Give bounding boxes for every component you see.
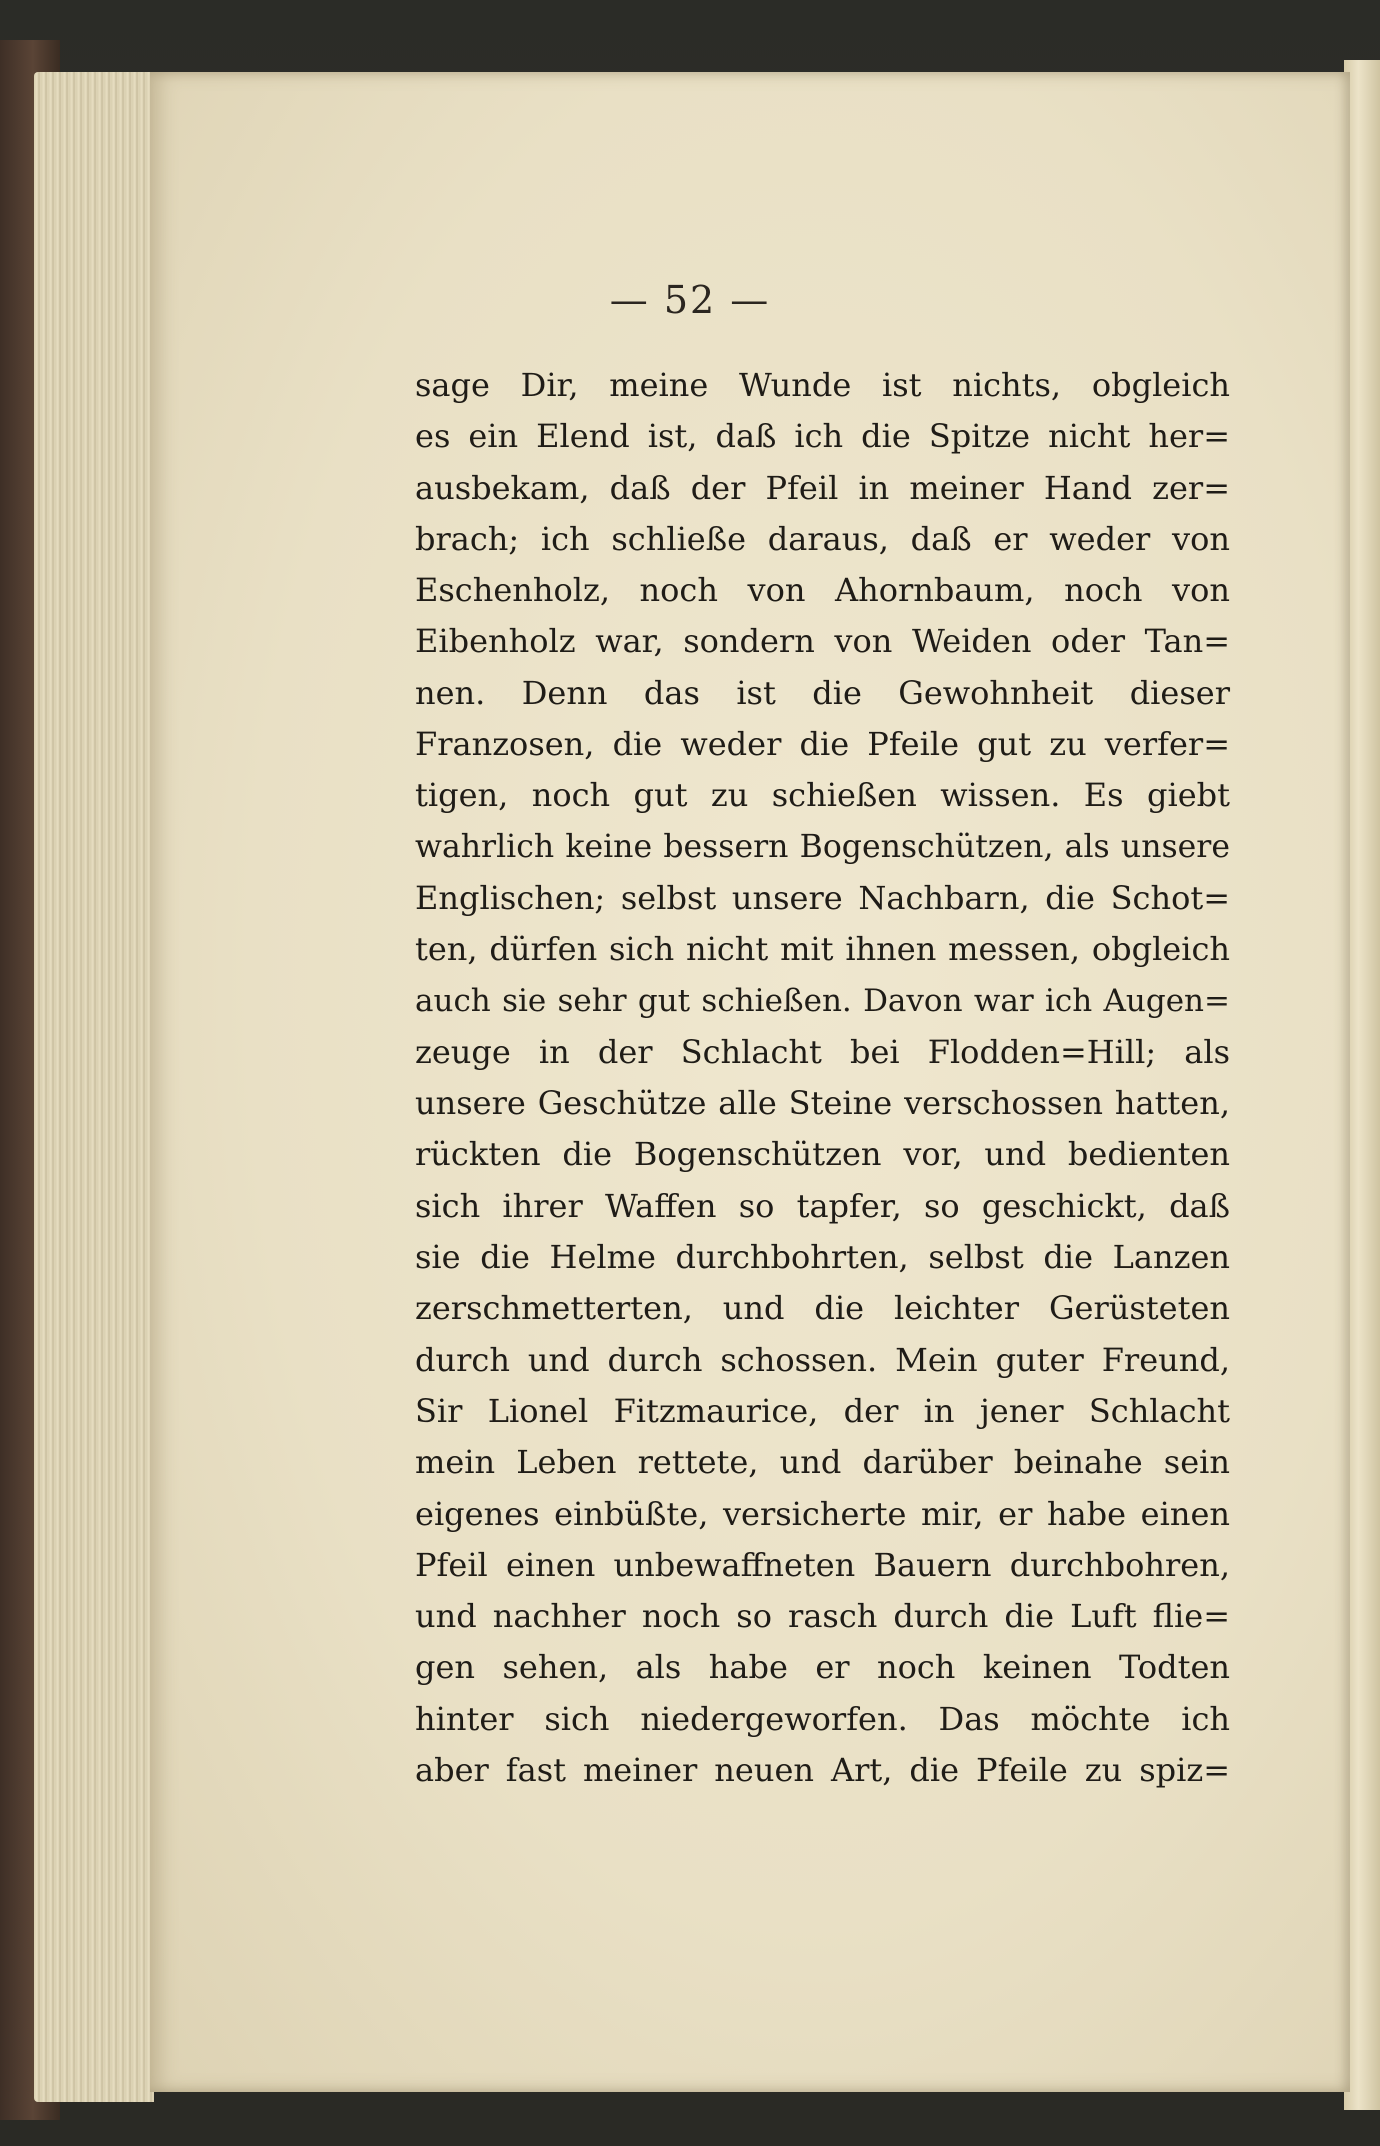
text-line: nen. Denn das ist die Gewohnheit dieser bbox=[415, 673, 1230, 712]
text-line: zerschmetterten, und die leichter Gerüsteten bbox=[415, 1289, 1230, 1328]
text-line: durch und durch schossen. Mein guter Freund, bbox=[415, 1340, 1230, 1379]
text-line: Pfeil einen unbewaffneten Bauern durchbohren, bbox=[415, 1545, 1230, 1584]
text-line: hinter sich niedergeworfen. Das möchte ich bbox=[415, 1699, 1230, 1738]
page-body-text bbox=[415, 360, 1230, 1796]
text-line: auch sie sehr gut schießen. Davon war ich Augen= bbox=[415, 982, 1230, 1019]
text-line: aber fast meiner neuen Art, die Pfeile zu spiz= bbox=[415, 1751, 1230, 1790]
text-line: es ein Elend ist, daß ich die Spitze nicht her= bbox=[415, 417, 1230, 456]
text-line: eigenes einbüßte, versicherte mir, er habe einen bbox=[415, 1494, 1230, 1533]
page-edges bbox=[34, 72, 154, 2102]
text-line: zeuge in der Schlacht bei Flodden=Hill; als bbox=[415, 1032, 1230, 1071]
text-line: rückten die Bogenschützen vor, und bedienten bbox=[415, 1135, 1230, 1174]
page-number: — 52 — bbox=[609, 278, 771, 322]
text-line: ten, dürfen sich nicht mit ihnen messen, obgleich bbox=[415, 930, 1230, 969]
text-line: Sir Lionel Fitzmaurice, der in jener Schlacht bbox=[415, 1391, 1230, 1430]
text-line: sie die Helme durchbohrten, selbst die Lanzen bbox=[415, 1238, 1230, 1277]
text-line: sich ihrer Waffen so tapfer, so geschickt, daß bbox=[415, 1186, 1230, 1225]
text-line: Englischen; selbst unsere Nachbarn, die Schot= bbox=[415, 878, 1230, 917]
text-line: wahrlich keine bessern Bogenschützen, als unsere bbox=[415, 828, 1230, 865]
text-line: Eibenholz war, sondern von Weiden oder Tan= bbox=[415, 622, 1230, 661]
text-line: und nachher noch so rasch durch die Luft flie= bbox=[415, 1597, 1230, 1636]
text-line: sage Dir, meine Wunde ist nichts, obgleich bbox=[415, 366, 1230, 404]
text-line: ausbekam, daß der Pfeil in meiner Hand zer= bbox=[415, 468, 1230, 507]
text-line: Eschenholz, noch von Ahornbaum, noch von bbox=[415, 571, 1230, 610]
text-line: Franzosen, die weder die Pfeile gut zu verfer= bbox=[415, 725, 1230, 764]
text-line: mein Leben rettete, und darüber beinahe sein bbox=[415, 1443, 1230, 1482]
text-line: unsere Geschütze alle Steine verschossen hatten, bbox=[415, 1084, 1230, 1123]
text-line: brach; ich schließe daraus, daß er weder von bbox=[415, 519, 1230, 558]
text-line: gen sehen, als habe er noch keinen Todten bbox=[415, 1648, 1230, 1687]
text-line: tigen, noch gut zu schießen wissen. Es giebt bbox=[415, 776, 1230, 815]
